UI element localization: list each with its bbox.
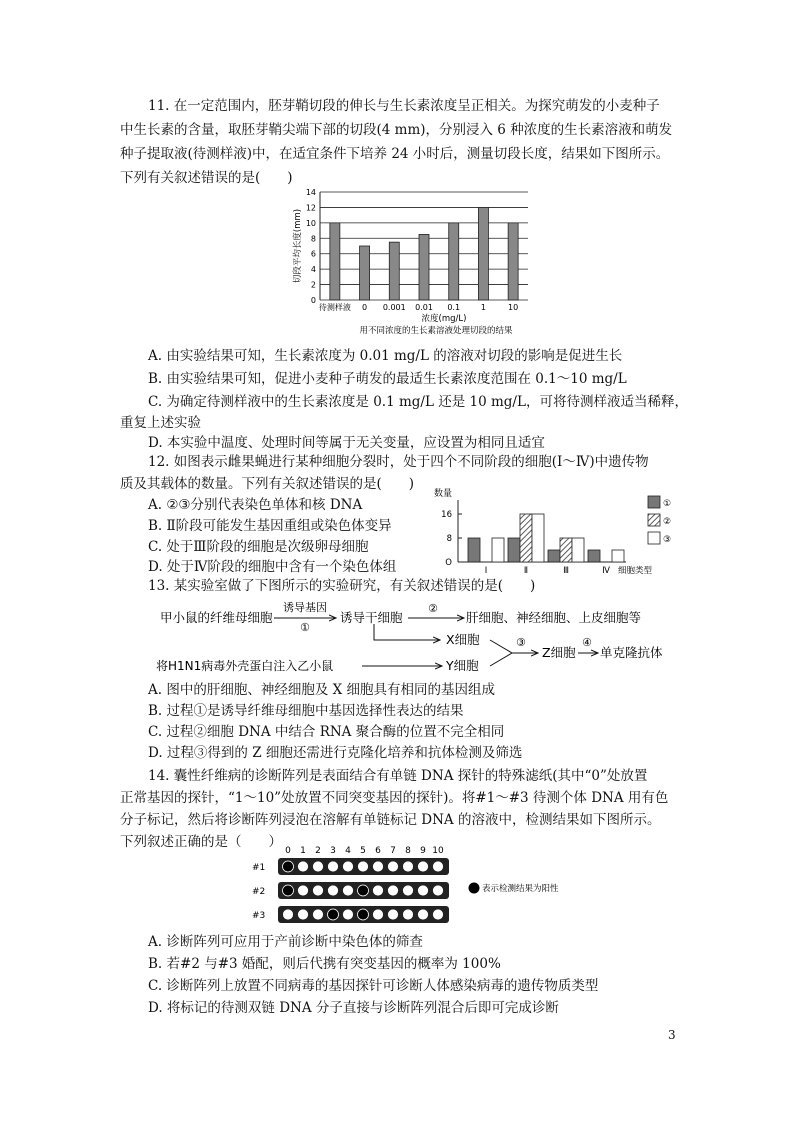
array-column-label: 3 (330, 846, 336, 856)
array-dot-positive (283, 885, 294, 896)
array-dot-negative (418, 861, 429, 872)
diagnostic-array (250, 842, 610, 932)
bar (419, 234, 429, 300)
array-column-label: 1 (300, 846, 306, 856)
flow-z-cell: Z细胞 (542, 645, 576, 660)
q11-option-d: D. 本实验中温度、处理时间等属于无关变量，应设置为相同且适宜 (148, 435, 545, 451)
x-axis-label: 细胞类型 (618, 566, 653, 576)
array-dot-positive (328, 909, 339, 920)
legend-label: ③ (663, 535, 672, 545)
q13-option-a: A. 图中的肝细胞、神经细胞及 X 细胞具有相同的基因组成 (148, 682, 496, 698)
array-dot-negative (433, 909, 444, 920)
array-dot-negative (418, 885, 429, 896)
legend-swatch (648, 532, 660, 544)
y-tick-label: 0 (310, 296, 316, 305)
q11-option-c: C. 为确定待测样液中的生长素浓度是 0.1 mg/L 还是 10 mg/L，可将待测样液适当稀释， (148, 394, 688, 410)
bar (548, 550, 560, 562)
array-dot-positive (283, 861, 294, 872)
page-number: 3 (668, 1028, 676, 1042)
q13-option-d: D. 过程③得到的 Z 细胞还需进行克隆化培养和抗体检测及筛选 (148, 745, 523, 761)
bar (478, 207, 488, 300)
flow-merge (490, 640, 512, 666)
y-axis-label: 切段平均长度(mm) (293, 208, 303, 284)
y-tick-label: O (445, 558, 452, 568)
q12-option-d: D. 处于Ⅳ阶段的细胞中含有一个染色体组 (148, 559, 397, 575)
q11-line-3: 种子提取液(待测样液)中，在适宜条件下培养 24 小时后，测量切段长度，结果如下图所示。 (120, 146, 670, 162)
flow-out1: 肝细胞、神经细胞、上皮细胞等 (466, 610, 642, 625)
array-dot-negative (298, 909, 309, 920)
bar (449, 223, 459, 300)
cell-division-bar-chart (430, 484, 690, 584)
array-dot-negative (358, 861, 369, 872)
q14-option-d: D. 将标记的待测双链 DNA 分子直接与诊断阵列混合后即可完成诊断 (148, 1000, 559, 1016)
y-tick-label: 2 (310, 280, 316, 290)
y-tick-label: 6 (310, 249, 316, 259)
flow-n4: ④ (582, 636, 592, 649)
x-tick-label: 10 (508, 303, 519, 312)
chart-caption: 用不同浓度的生长素溶液处理切段的结果 (359, 326, 513, 336)
array-column-label: 4 (345, 846, 351, 856)
experiment-flow-diagram (150, 600, 710, 680)
array-dot-negative (373, 861, 384, 872)
q12-option-c: C. 处于Ⅲ阶段的细胞是次级卵母细胞 (148, 539, 369, 555)
bar (389, 242, 399, 300)
array-legend: 表示检测结果为阳性 (482, 884, 559, 894)
array-dot-negative (313, 885, 324, 896)
array-dot-negative (343, 885, 354, 896)
q13-line: 13. 某实验室做了下图所示的实验研究，有关叙述错误的是( ) (148, 578, 536, 594)
flow-arrow1-bottom: ① (300, 621, 310, 634)
flow-antibody: 单克隆抗体 (600, 645, 663, 660)
y-tick-label: 8 (310, 234, 316, 244)
array-column-label: 7 (390, 846, 396, 856)
x-tick-label: Ⅲ (563, 566, 569, 576)
array-row-label: #2 (252, 887, 266, 897)
q11-line-1: 11. 在一定范围内，胚芽鞘切段的伸长与生长素浓度呈正相关。为探究萌发的小麦种子 (148, 98, 660, 114)
y-tick-label: 10 (305, 218, 316, 228)
array-column-label: 9 (420, 846, 426, 856)
flow-x-cell: X细胞 (446, 632, 480, 647)
array-grid (252, 846, 559, 923)
flow-n3: ③ (516, 636, 526, 649)
flow-arrow-x (374, 624, 440, 640)
bar (330, 223, 340, 300)
y-tick-label: 12 (305, 203, 316, 213)
y-axis-label: 数量 (434, 489, 453, 499)
bar (468, 538, 480, 562)
bar (572, 538, 584, 562)
q13-option-c: C. 过程②细胞 DNA 中结合 RNA 聚合酶的位置不完全相同 (148, 724, 505, 740)
q11-option-a: A. 由实验结果可知，生长素浓度为 0.01 mg/L 的溶液对切段的影响是促进生长 (148, 348, 623, 364)
q14-line-2: 正常基因的探针，“1～10”处放置不同突变基因的探针)。将#1～#3 待测个体 DNA 用有色 (120, 790, 669, 806)
array-column-label: 10 (432, 846, 444, 856)
array-dot-negative (418, 909, 429, 920)
q14-option-b: B. 若#2 与#3 婚配，则后代携有突变基因的概率为 100% (148, 956, 501, 972)
flow-y-cell: Y细胞 (446, 658, 479, 673)
bar (360, 246, 370, 300)
x-tick-label: 0.1 (447, 303, 461, 312)
array-dot-negative (313, 861, 324, 872)
array-dot-negative (373, 909, 384, 920)
legend-label: ② (663, 517, 672, 527)
array-dot-negative (388, 885, 399, 896)
x-tick-label: Ⅱ (523, 566, 529, 576)
q14-line-1: 14. 囊性纤维病的诊断阵列是表面结合有单链 DNA 探针的特殊滤纸(其中“0”处放置 (148, 768, 648, 784)
array-dot-negative (283, 909, 294, 920)
q12-option-b: B. Ⅱ阶段可能发生基因重组或染色体变异 (148, 518, 392, 534)
array-column-label: 2 (315, 846, 321, 856)
legend-positive-dot (469, 883, 480, 894)
array-dot-negative (328, 885, 339, 896)
x-tick-label: 待测样液 (318, 303, 351, 312)
cell-chart-plot (434, 487, 671, 576)
array-column-label: 5 (360, 846, 366, 856)
array-dot-negative (403, 909, 414, 920)
x-axis-label: 浓度(mg/L) (421, 314, 467, 324)
y-tick-label: 16 (441, 510, 452, 520)
q12-line-1: 12. 如图表示雌果蝇进行某种细胞分裂时，处于四个不同阶段的细胞(Ⅰ～Ⅳ)中遗传物 (148, 454, 649, 470)
array-row-label: #1 (252, 863, 266, 873)
bar (520, 514, 532, 562)
x-tick-label: 0 (362, 303, 368, 312)
auxin-chart-plot (292, 188, 528, 336)
array-dot-negative (373, 885, 384, 896)
array-dot-negative (298, 885, 309, 896)
flow-mouse: 将H1N1病毒外壳蛋白注入乙小鼠 (156, 659, 334, 673)
q12-option-a: A. ②③分别代表染色单体和核 DNA (148, 497, 363, 513)
x-tick-label: Ⅰ (484, 566, 488, 576)
x-tick-label: 0.01 (415, 303, 433, 312)
y-tick-label: 14 (305, 188, 316, 197)
array-dot-negative (433, 861, 444, 872)
q14-line-4: 下列叙述正确的是（ ） (120, 834, 282, 850)
legend-swatch (648, 514, 660, 526)
array-dot-negative (433, 885, 444, 896)
q14-option-c: C. 诊断阵列上放置不同病毒的基因探针可诊断人体感染病毒的遗传物质类型 (148, 978, 599, 994)
flow-arrow2-top: ② (428, 602, 438, 615)
array-dot-negative (403, 885, 414, 896)
q13-option-b: B. 过程①是诱导纤维母细胞中基因选择性表达的结果 (148, 703, 464, 719)
q11-line-4: 下列有关叙述错误的是( ) (120, 170, 293, 186)
array-column-label: 8 (405, 846, 411, 856)
bar (612, 550, 624, 562)
bar (532, 514, 544, 562)
q11-option-c-cont: 重复上述实验 (120, 415, 201, 431)
x-tick-label: 0.001 (382, 303, 406, 312)
array-dot-positive (358, 885, 369, 896)
bar (508, 223, 518, 300)
legend-swatch (648, 496, 660, 508)
q12-line-2: 质及其载体的数量。下列有关叙述错误的是( ) (120, 476, 415, 492)
array-dot-negative (388, 909, 399, 920)
array-dot-negative (343, 909, 354, 920)
flow-arrow1-top: 诱导基因 (283, 601, 327, 614)
array-dot-negative (328, 861, 339, 872)
array-dot-negative (343, 861, 354, 872)
array-dot-positive (358, 909, 369, 920)
auxin-bar-chart (288, 186, 588, 346)
q11-line-2: 中生长素的含量，取胚芽鞘尖端下部的切段(4 mm)，分别浸入 6 种浓度的生长素溶液和萌发 (120, 122, 673, 138)
flow-src: 甲小鼠的纤维母细胞 (160, 610, 273, 625)
q14-line-3: 分子标记，然后将诊断阵列浸泡在溶解有单链标记 DNA 的溶液中，检测结果如下图所示。 (120, 812, 661, 828)
y-tick-label: 8 (446, 534, 452, 544)
array-column-label: 0 (285, 846, 291, 856)
flow-ips: 诱导干细胞 (340, 610, 403, 625)
array-dot-negative (298, 861, 309, 872)
q11-option-b: B. 由实验结果可知，促进小麦种子萌发的最适生长素浓度范围在 0.1～10 mg/L (148, 371, 627, 387)
array-row-label: #3 (252, 911, 266, 921)
bar (588, 550, 600, 562)
array-dot-negative (388, 861, 399, 872)
x-tick-label: 1 (480, 303, 486, 312)
q14-option-a: A. 诊断阵列可应用于产前诊断中染色体的筛查 (148, 934, 423, 950)
legend-label: ① (663, 499, 672, 509)
array-column-label: 6 (375, 846, 381, 856)
x-tick-label: Ⅳ (602, 566, 610, 576)
bar (560, 538, 572, 562)
bar (492, 538, 504, 562)
bar (508, 538, 520, 562)
array-dot-negative (403, 861, 414, 872)
y-tick-label: 4 (310, 265, 316, 275)
array-dot-negative (313, 909, 324, 920)
